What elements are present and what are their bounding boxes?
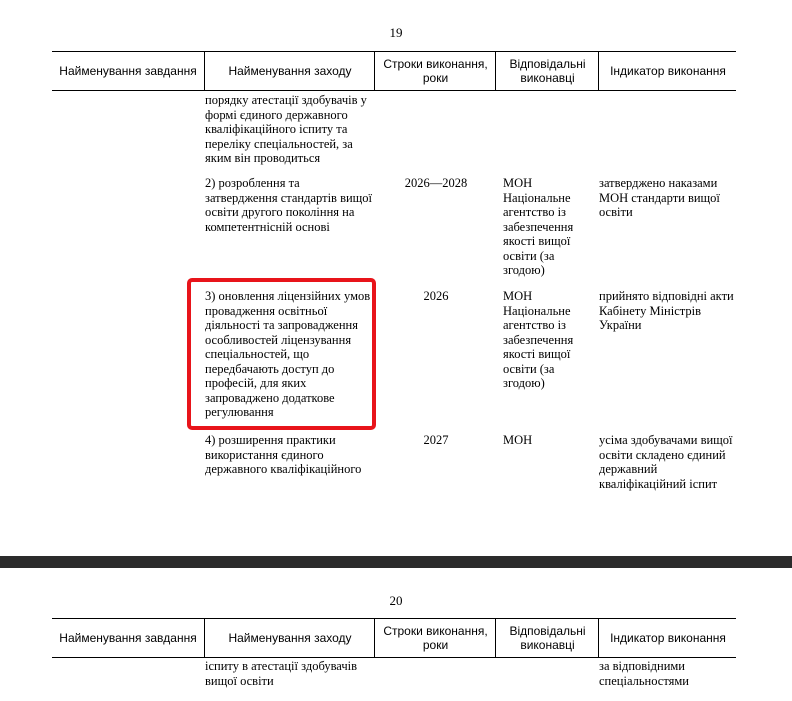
row2-measure: 2) розроблення та затвердження стандартів вищої освіти другого покоління на компетентнісній основі [205, 176, 373, 234]
header-measure: Найменування заходу [204, 52, 375, 90]
table-header [52, 618, 736, 658]
table-header [52, 51, 736, 91]
page-number: 19 [389, 25, 403, 40]
header-terms: Строки виконання, роки [374, 619, 496, 657]
row3-term: 2026 [423, 289, 449, 303]
row2-term: 2026—2028 [404, 176, 468, 190]
header-terms: Строки виконання, роки [374, 52, 496, 90]
highlight-box [187, 278, 376, 430]
row1-measure: іспиту в атестації здобувачів вищої освіти [205, 659, 358, 688]
page-number: 20 [389, 593, 403, 608]
header-indicator: Індикатор виконання [598, 52, 737, 90]
header-task: Найменування завдання [59, 631, 197, 645]
page-separator [0, 556, 792, 568]
header-responsible: Відповідальні виконавці [495, 619, 599, 657]
row3-measure: 3) оновлення ліцензійних умов провадження освітньої діяльності та запровадження особливостей ліцензування спеціальностей, що передбачають доступ до професій, для яких запроваджено додаткове регулювання [205, 289, 371, 419]
row4-measure: 4) розширення практики використання єдиного державного кваліфікаційного [205, 433, 362, 476]
header-responsible: Відповідальні виконавці [495, 52, 599, 90]
row4-responsible: МОН [503, 433, 533, 447]
document-page-20 [0, 568, 792, 701]
row2-indicator: затверджено наказами МОН стандарти вищої освіти [599, 176, 720, 219]
row1-indicator: за відповідними спеціальностями [599, 659, 689, 688]
row3-responsible: МОН Національне агентство із забезпечення якості вищої освіти (за згодою) [503, 289, 574, 390]
row3-indicator: прийнято відповідні акти Кабінету Міністрів України [599, 289, 734, 332]
row1-measure: порядку атестації здобувачів у формі єдиного державного кваліфікаційного іспиту та переліку спеціальностей, за яким він проводиться [205, 93, 367, 165]
row2-responsible: МОН Національне агентство із забезпечення якості вищої освіти (за згодою) [503, 176, 574, 277]
row4-term: 2027 [423, 433, 449, 447]
row4-indicator: усіма здобувачами вищої освіти складено єдиний державний кваліфікаційний іспит [599, 433, 733, 491]
header-measure: Найменування заходу [204, 619, 375, 657]
header-indicator: Індикатор виконання [598, 619, 737, 657]
header-task: Найменування завдання [59, 64, 197, 78]
